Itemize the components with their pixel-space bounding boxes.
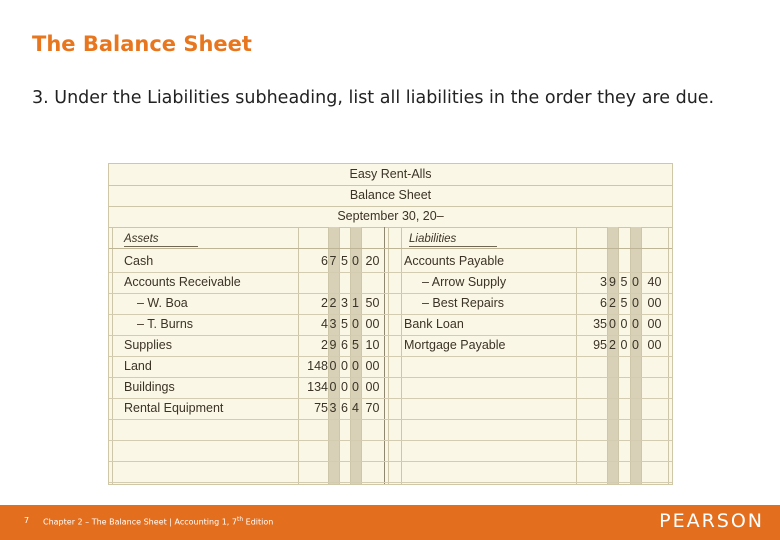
liabilities-subheading: Liabilities: [409, 233, 457, 245]
asset-row-label: – W. Boa: [137, 296, 188, 310]
asset-amount-digit: 3: [329, 317, 337, 331]
sheet-report-title: Balance Sheet: [109, 185, 672, 207]
asset-amount-digit: 1: [352, 296, 359, 310]
asset-amount-digit: 00: [365, 359, 380, 373]
liability-amount-digit: 40: [647, 275, 662, 289]
liability-amount-digit: 3: [600, 275, 607, 289]
liability-amount-digit: 0: [620, 317, 628, 331]
slide-title: The Balance Sheet: [32, 32, 252, 56]
liability-amount-digit: 0: [609, 317, 616, 331]
liability-amount-digit: 00: [647, 338, 662, 352]
asset-amount-digit: 3: [329, 401, 337, 415]
asset-amount-digit: 0: [352, 254, 359, 268]
asset-amount-digit: 00: [365, 317, 380, 331]
balance-sheet-table: [108, 163, 673, 485]
assets-subheading: Assets: [124, 233, 159, 245]
asset-amount-digit: 6: [321, 254, 328, 268]
grid-horizontal-line: [109, 440, 672, 441]
asset-row-label: Rental Equipment: [124, 401, 224, 415]
asset-amount-digit: 5: [352, 338, 359, 352]
sheet-date: September 30, 20–: [109, 206, 672, 228]
liability-row-label: – Best Repairs: [422, 296, 504, 310]
liability-amount-digit: 00: [647, 296, 662, 310]
footer-bar: [0, 505, 780, 540]
slide-body-text: 3. Under the Liabilities subheading, list all liabilities in the order they are due.: [32, 88, 715, 108]
liability-amount-digit: 2: [609, 338, 616, 352]
asset-row-label: Land: [124, 359, 152, 373]
asset-row-label: Cash: [124, 254, 154, 268]
liability-amount-digit: 0: [632, 317, 639, 331]
asset-amount-digit: 0: [341, 359, 348, 373]
liability-amount-digit: 00: [647, 317, 662, 331]
asset-amount-digit: 2: [329, 296, 337, 310]
asset-amount-digit: 00: [365, 380, 380, 394]
liability-amount-digit: 9: [609, 275, 616, 289]
liability-amount-digit: 95: [593, 338, 607, 352]
asset-amount-digit: 5: [341, 254, 348, 268]
asset-amount-digit: 6: [341, 338, 348, 352]
slide-number: 7: [24, 516, 30, 525]
asset-amount-digit: 4: [321, 317, 328, 331]
liability-row-label: – Arrow Supply: [422, 275, 507, 289]
asset-amount-digit: 2: [321, 296, 328, 310]
liability-amount-digit: 6: [600, 296, 607, 310]
liabilities-subheading-underline: [409, 246, 497, 247]
grid-horizontal-line: [109, 461, 672, 462]
liability-row-label: Accounts Payable: [404, 254, 505, 268]
assets-subheading-underline: [124, 246, 198, 247]
asset-amount-digit: 75: [314, 401, 328, 415]
asset-row-label: – T. Burns: [137, 317, 194, 331]
liability-amount-digit: 5: [620, 275, 628, 289]
asset-amount-digit: 0: [352, 359, 359, 373]
asset-row-label: Accounts Receivable: [124, 275, 241, 289]
asset-amount-digit: 20: [365, 254, 380, 268]
grid-horizontal-line: [109, 248, 672, 249]
liability-row-label: Bank Loan: [404, 317, 464, 331]
liability-amount-digit: 35: [593, 317, 607, 331]
asset-amount-digit: 2: [321, 338, 328, 352]
pearson-logo: PEARSON: [659, 510, 764, 532]
asset-amount-digit: 3: [341, 296, 348, 310]
footer-chapter-end: Edition: [243, 517, 274, 527]
asset-amount-digit: 10: [365, 338, 380, 352]
asset-amount-digit: 6: [341, 401, 348, 415]
asset-amount-digit: 5: [341, 317, 348, 331]
footer-chapter-sup: th: [236, 516, 244, 523]
asset-amount-digit: 0: [352, 380, 359, 394]
asset-amount-digit: 0: [352, 317, 359, 331]
asset-amount-digit: 4: [352, 401, 359, 415]
asset-amount-digit: 7: [329, 254, 337, 268]
liability-amount-digit: 0: [632, 338, 639, 352]
sheet-company-name: Easy Rent-Alls: [109, 164, 672, 186]
liability-amount-digit: 0: [632, 296, 639, 310]
footer-chapter-text: [43, 516, 273, 527]
liability-amount-digit: 0: [632, 275, 639, 289]
liability-amount-digit: 5: [620, 296, 628, 310]
asset-amount-digit: 50: [365, 296, 380, 310]
footer-chapter-main: Chapter 2 – The Balance Sheet | Accounting 1, 7: [43, 517, 237, 527]
grid-horizontal-line: [109, 419, 672, 420]
asset-amount-digit: 0: [329, 380, 337, 394]
asset-amount-digit: 148: [307, 359, 328, 373]
asset-row-label: Supplies: [124, 338, 172, 352]
grid-horizontal-line: [109, 482, 672, 483]
asset-row-label: Buildings: [124, 380, 175, 394]
asset-amount-digit: 134: [307, 380, 328, 394]
asset-amount-digit: 9: [329, 338, 337, 352]
grid-horizontal-line: [109, 377, 672, 378]
liability-amount-digit: 0: [620, 338, 628, 352]
asset-amount-digit: 70: [365, 401, 380, 415]
liability-amount-digit: 2: [609, 296, 616, 310]
grid-horizontal-line: [109, 356, 672, 357]
asset-amount-digit: 0: [329, 359, 337, 373]
asset-amount-digit: 0: [341, 380, 348, 394]
liability-row-label: Mortgage Payable: [404, 338, 506, 352]
